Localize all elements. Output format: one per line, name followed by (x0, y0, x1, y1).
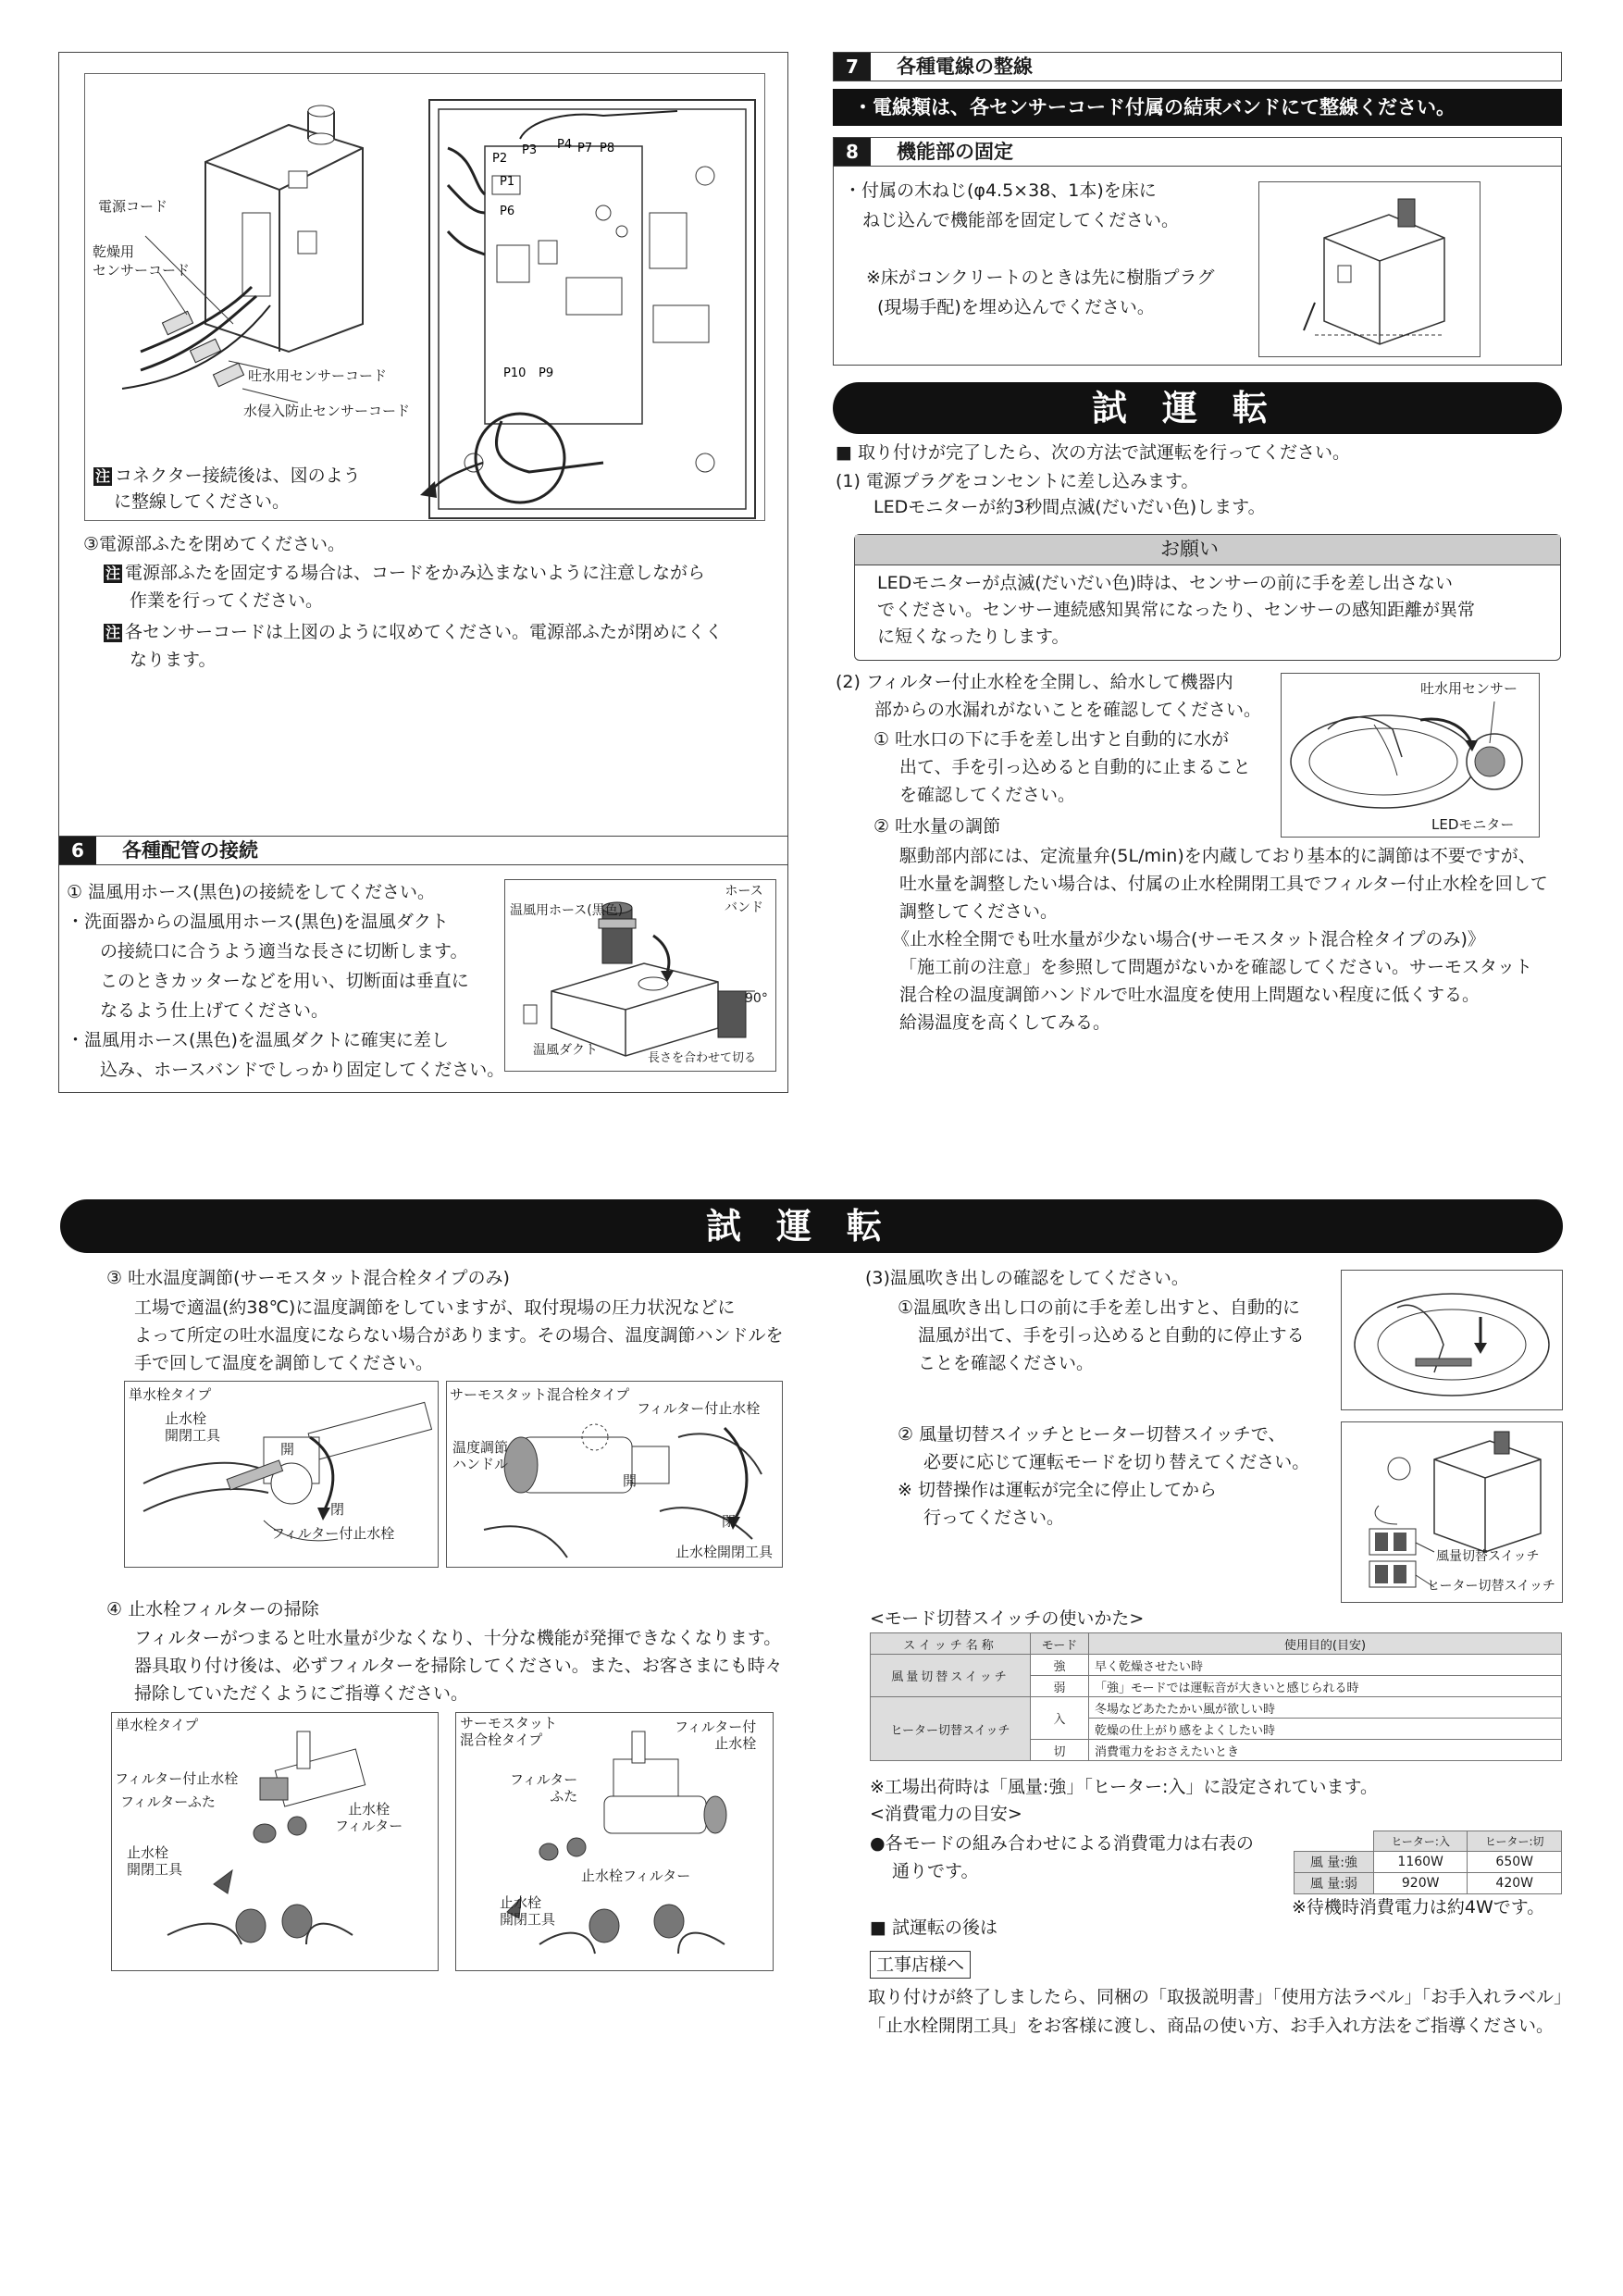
section7-title: 各種電線の整線 (897, 56, 1033, 78)
mode-header-mode: モード (1031, 1633, 1089, 1655)
power-cell: 920W (1373, 1873, 1468, 1894)
power-text (870, 1830, 1254, 1885)
cut-label: 長さを合わせて切る (648, 1051, 757, 1065)
power-header: ヒーター:切 (1468, 1831, 1562, 1852)
power-caption: <消費電力の目安> (870, 1804, 1022, 1824)
section6-line: 込み、ホースバンドでしっかり固定してください。 (100, 1060, 505, 1080)
request-text (877, 570, 1475, 651)
warm-air-sub2-line: 行ってください。 (923, 1508, 1065, 1528)
mode-table (870, 1632, 1562, 1761)
fig-d-filter: 止水栓フィルター (581, 1868, 691, 1884)
section7-bar: ・電線類は、各センサーコード付属の結束バンドにて整線ください。 (833, 89, 1562, 126)
fig-a-tool: 止水栓 開閉工具 (165, 1410, 221, 1444)
fig-c-valve: フィルター付止水栓 (115, 1770, 239, 1787)
mode-caption: <モード切替スイッチの使いかた> (870, 1608, 1145, 1629)
connector-p1: P1 (500, 175, 515, 189)
request-line: でください。センサー連続感知異常になったり、センサーの感知距離が異常 (877, 600, 1476, 620)
warm-air-title: (3)温風吹き出しの確認をしてください。 (865, 1268, 1189, 1288)
warm-air-sub2-line: 必要に応じて運転モードを切り替えてください。 (923, 1452, 1310, 1472)
section6-line: このときカッターなどを用い、切断面は垂直に (100, 971, 469, 991)
trial-step1-line2: LEDモニターが約3秒間点滅(だいだい色)します。 (873, 497, 1266, 517)
trial-step2-sub2-line: 「施工前の注意」を参照して問題がないかを確認してください。サーモスタット (899, 957, 1533, 977)
led-label: LEDモニター (1431, 816, 1515, 833)
filter-clean-line: 器具取り付け後は、必ずフィルターを掃除してください。また、お客さまにも時々 (134, 1656, 783, 1676)
section6-line: ・温風用ホース(黒色)を温風ダクトに確実に差し (67, 1030, 449, 1050)
label-dry-sensor-cord: 乾燥用 センサーコード (93, 243, 191, 279)
power-row-label: 風 量:弱 (1295, 1873, 1374, 1894)
power-row-label: 風 量:強 (1295, 1852, 1374, 1873)
label-spout-sensor-cord: 吐水用センサーコード (248, 367, 388, 384)
after-line: 「止水栓開閉工具」をお客様に渡し、商品の使い方、お手入れ方法をご指導ください。 (868, 2016, 1555, 2036)
fig-c-filter: 止水栓 フィルター (335, 1801, 403, 1834)
section6-title: 各種配管の接続 (122, 839, 258, 862)
request-title: お願い (1160, 538, 1219, 560)
section8-line: ねじ込んで機能部を固定してください。 (862, 210, 1180, 230)
temp-adjust-line: よって所定の吐水温度にならない場合があります。その場合、温度調節ハンドルを (134, 1325, 784, 1346)
label-power-cord: 電源コード (98, 198, 168, 215)
standby-note: ※待機時消費電力は約4Wです。 (1292, 1897, 1545, 1917)
trial-step2-sub2-line: 《止水栓全開でも吐水量が少ない場合(サーモスタット混合栓タイプのみ)》 (892, 929, 1485, 949)
fig-d-title: サーモスタット 混合栓タイプ (460, 1715, 558, 1748)
temp-adjust-line: 工場で適温(約38℃)に温度調節をしていますが、取付現場の圧力状況などに (134, 1297, 736, 1318)
trial-intro: ■ 取り付けが完了したら、次の方法で試運転を行ってください。 (836, 442, 1350, 463)
section6-text (67, 877, 504, 1085)
label-flood-sensor-cord: 水侵入防止センサーコード (243, 403, 411, 419)
figure-note (93, 463, 361, 515)
section6-line: ・洗面器からの温風用ホース(黒色)を温風ダクト (67, 912, 449, 932)
connector-p3: P3 (522, 143, 538, 157)
trial-step2-line: 部からの水漏れがないことを確認してください。 (874, 700, 1262, 720)
sensor-illustration (1282, 674, 1539, 837)
mode-row-mode: 弱 (1031, 1676, 1089, 1697)
power-cell: 650W (1468, 1852, 1562, 1873)
fig-b-handle: 温度調節 ハンドル (452, 1439, 509, 1472)
request-line: LEDモニターが点滅(だいだい色)時は、センサーの前に手を差し出さない (877, 573, 1454, 593)
warm-air-sub1-line: ①温風吹き出し口の前に手を差し出すと、自動的に (898, 1297, 1301, 1318)
mode-row-purpose: 乾燥の仕上がり感をよくしたい時 (1089, 1719, 1562, 1740)
sensor-label: 吐水用センサー (1420, 680, 1518, 697)
fig-d-tool: 止水栓 開閉工具 (500, 1894, 556, 1928)
wiring-illustration (85, 74, 764, 520)
trial-step2 (836, 668, 1261, 724)
connector-p4: P4 (557, 138, 573, 152)
warm-air-sub1-line: ことを確認ください。 (918, 1353, 1095, 1373)
filter-clean-text (134, 1624, 783, 1707)
fig-c-tool: 止水栓 開閉工具 (127, 1844, 183, 1878)
after-text (868, 1983, 1571, 2041)
power-line: 通りです。 (892, 1861, 979, 1881)
trial-step2-sub1-line: 出て、手を引っ込めると自動的に止まること (899, 757, 1251, 777)
fig-d-cap: フィルター ふた (510, 1771, 578, 1805)
fig-b-valve: フィルター付止水栓 (637, 1400, 761, 1417)
warm-air-sub2-line: ※ 切替操作は運転が完全に停止してから (898, 1480, 1217, 1500)
request-line: に短くなったりします。 (877, 627, 1070, 647)
power-line: ●各モードの組み合わせによる消費電力は右表の (870, 1833, 1254, 1854)
trial-step2-sub2-line: 給湯温度を高くしてみる。 (899, 1012, 1111, 1033)
power-header: ヒーター:入 (1373, 1831, 1468, 1852)
fig-a-open: 開 (280, 1441, 295, 1458)
fig-c-cap: フィルターふた (120, 1793, 216, 1810)
note-badge: 注 (95, 467, 111, 485)
temp-adjust-text (134, 1294, 783, 1377)
angle-label: 90° (745, 991, 768, 1006)
step3-note1-line1: 電源部ふたを固定する場合は、コードをかみ込まないように注意しながら (125, 563, 706, 583)
warm-air-sub2-line: ② 風量切替スイッチとヒーター切替スイッチで、 (898, 1424, 1286, 1445)
band-label: ホース バンド (725, 884, 763, 915)
section6-line: ① 温風用ホース(黒色)の接続をしてください。 (67, 882, 435, 902)
mode-row-name: 風量切替スイッチ (871, 1655, 1031, 1697)
trial-step2-sub2-line: 駆動部内部には、定流量弁(5L/min)を内蔵しており基本的に調節は不要ですが、 (899, 846, 1536, 866)
trial-step2-sub2-line: 吐水量を調整したい場合は、付属の止水栓開閉工具でフィルター付止水栓を回して (899, 874, 1548, 894)
trial-step2-sub1-line: ① 吐水口の下に手を差し出すと自動的に水が (873, 729, 1230, 750)
trial-step2-sub1-line: を確認してください。 (899, 785, 1076, 805)
section8-note-line: (現場手配)を埋め込んでください。 (877, 297, 1155, 317)
section8-header (833, 137, 1562, 167)
fig-a-valve: フィルター付止水栓 (271, 1525, 395, 1542)
fix-illustration (1259, 182, 1480, 356)
fig-b-open: 開 (623, 1472, 638, 1489)
step3-note2-line2: なります。 (130, 650, 217, 670)
filter-clean-line: 掃除していただくようにご指導ください。 (134, 1683, 469, 1704)
after-line: 取り付けが終了しましたら、同梱の「取扱説明書」「使用方法ラベル」「お手入れラベル」 (868, 1987, 1572, 2007)
mode-row-purpose: 消費電力をおさえたいとき (1089, 1740, 1562, 1761)
mode-row-name: ヒーター切替スイッチ (871, 1697, 1031, 1761)
power-cell: 420W (1468, 1873, 1562, 1894)
switch-label-heater: ヒーター切替スイッチ (1427, 1579, 1555, 1594)
hose-label: 温風用ホース(黒色) (510, 903, 624, 918)
step3-note1-line2: 作業を行ってください。 (130, 590, 324, 611)
section6-header (58, 836, 788, 865)
switch-label-airflow: 風量切替スイッチ (1436, 1549, 1540, 1564)
trial-step2-sub1 (873, 726, 1251, 809)
temp-adjust-line: 手で回して温度を調節してください。 (134, 1353, 434, 1373)
connector-p2: P2 (492, 152, 508, 166)
step3-note1 (104, 559, 705, 614)
filter-clean-title: ④ 止水栓フィルターの掃除 (106, 1599, 319, 1620)
section6-number: 6 (59, 837, 96, 864)
trial-step2-sub2-line: 調整してください。 (899, 901, 1059, 922)
warm-air-illustration (1342, 1271, 1562, 1409)
note-badge: 注 (105, 565, 121, 582)
step3-line: ③電源部ふたを閉めてください。 (83, 534, 346, 554)
step3-note2 (104, 618, 723, 674)
temp-adjust-title: ③ 吐水温度調節(サーモスタット混合栓タイプのみ) (106, 1268, 510, 1288)
trial-banner-bottom: 試運転 (60, 1199, 1563, 1253)
section7-header (833, 52, 1562, 81)
trial-step2-sub2-title: ② 吐水量の調節 (873, 816, 1001, 837)
note-badge: 注 (105, 624, 121, 641)
power-cell: 1160W (1373, 1852, 1468, 1873)
section6-line: なるよう仕上げてください。 (100, 1000, 329, 1021)
section8-title: 機能部の固定 (897, 141, 1013, 163)
section8-text (844, 176, 1215, 322)
contractor-label: 工事店様へ (870, 1951, 971, 1979)
mode-row-mode: 強 (1031, 1655, 1089, 1676)
warm-air-sub2 (898, 1421, 1309, 1532)
section8-number: 8 (834, 138, 871, 166)
fig-b-title: サーモスタット混合栓タイプ (450, 1386, 630, 1403)
fig-b-close: 閉 (722, 1513, 737, 1530)
trial-step2-sub2 (892, 842, 1548, 1036)
power-table (1294, 1831, 1562, 1894)
connector-p6: P6 (500, 205, 515, 218)
figure-note-line2: に整線してください。 (114, 491, 291, 512)
mode-row-purpose: 冬場などあたたかい風が欲しい時 (1089, 1697, 1562, 1719)
switch-illustration (1342, 1422, 1562, 1602)
trial-step1-line1: (1) 電源プラグをコンセントに差し込みます。 (836, 471, 1199, 491)
mode-row-purpose: 早く乾燥させたい時 (1089, 1655, 1562, 1676)
single-filter-illustration (112, 1713, 438, 1970)
duct-label: 温風ダクト (533, 1043, 598, 1058)
connector-p9: P9 (539, 366, 554, 380)
mode-row-mode: 入 (1031, 1697, 1089, 1740)
figure-note-line1: コネクター接続後は、図のよう (115, 465, 361, 486)
mode-header-name: スイッチ名称 (871, 1633, 1031, 1655)
trial-banner-top: 試運転 (833, 382, 1562, 434)
mode-header-purpose: 使用目的(目安) (1089, 1633, 1562, 1655)
warm-air-sub1 (898, 1294, 1305, 1377)
section6-line: の接続口に合うよう適当な長さに切断します。 (100, 941, 468, 962)
mode-row-mode: 切 (1031, 1740, 1089, 1761)
connector-p7: P7 (577, 142, 593, 155)
trial-step2-sub2-line: 混合栓の温度調節ハンドルで吐水温度を使用上問題ない程度に低くする。 (899, 985, 1481, 1005)
after-title: ■ 試運転の後は (870, 1917, 997, 1938)
mode-row-purpose: 「強」モードでは運転音が大きいと感じられる時 (1089, 1676, 1562, 1697)
connector-p10: P10 (503, 366, 527, 380)
factory-note: ※工場出荷時は「風量:強」「ヒーター:入」に設定されています。 (870, 1777, 1378, 1797)
warm-air-sub1-line: 温風が出て、手を引っ込めると自動的に停止する (918, 1325, 1305, 1346)
power-header (1295, 1831, 1374, 1852)
filter-clean-line: フィルターがつまると吐水量が少なくなり、十分な機能が発揮できなくなります。 (134, 1628, 782, 1648)
connector-p8: P8 (600, 142, 615, 155)
fig-a-close: 閉 (330, 1501, 345, 1518)
fig-a-title: 単水栓タイプ (129, 1386, 212, 1403)
fig-d-valve: フィルター付 止水栓 (675, 1719, 757, 1752)
step3-note2-line1: 各センサーコードは上図のように収めてください。電源部ふたが閉めにくく (125, 622, 724, 642)
section8-line: ・付属の木ねじ(φ4.5×38、1本)を床に (844, 180, 1157, 201)
fig-b-tool: 止水栓開閉工具 (675, 1544, 774, 1560)
section7-number: 7 (834, 53, 871, 81)
section8-note-line: ※床がコンクリートのときは先に樹脂プラグ (866, 267, 1215, 288)
trial-step2-line: (2) フィルター付止水栓を全開し、給水して機器内 (836, 672, 1233, 692)
fig-c-title: 単水栓タイプ (116, 1717, 199, 1733)
